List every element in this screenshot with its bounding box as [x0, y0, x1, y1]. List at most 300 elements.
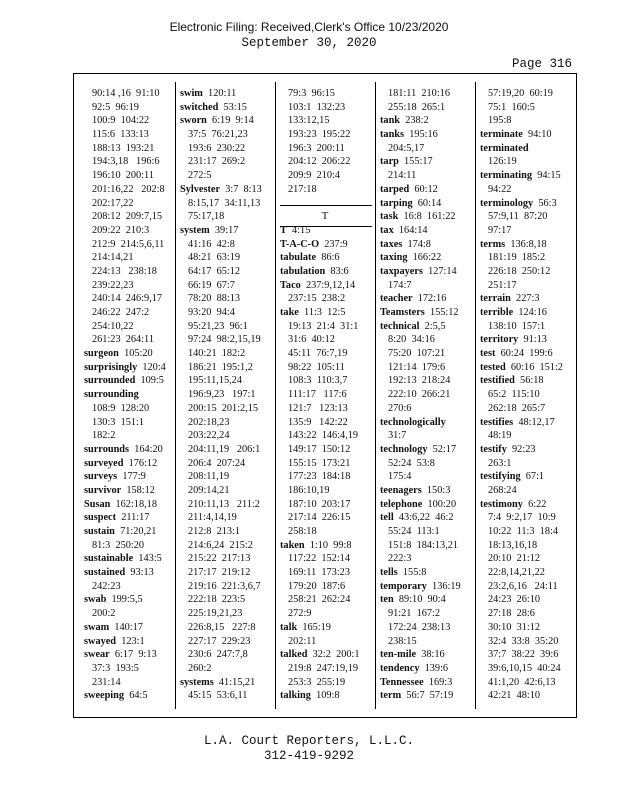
index-entry [84, 388, 166, 402]
index-page-refs: 262:18 265:7 [488, 402, 546, 414]
footer-company: L.A. Court Reporters, L.L.C. [203, 734, 415, 748]
index-page-refs: 230:6 247:7,8 [188, 649, 248, 661]
index-page-refs: 121:7 123:13 [288, 402, 348, 414]
index-page-refs: 237:9,12,14 [305, 279, 356, 291]
index-entry [280, 265, 360, 279]
index-entry-continuation [180, 498, 262, 512]
index-headword: tarped [380, 183, 410, 195]
index-page-refs: 66:19 67:7 [188, 279, 235, 291]
index-entry [180, 224, 262, 238]
index-page-refs: 6:22 [528, 498, 547, 510]
index-entry [280, 689, 360, 703]
index-page-refs: 31:7 [388, 430, 407, 442]
index-entry-continuation [480, 429, 563, 443]
index-entry-continuation [84, 265, 166, 279]
index-entry-continuation [380, 101, 461, 115]
index-page-refs: 215:22 217:13 [188, 553, 251, 565]
index-page-refs: 270:6 [388, 402, 412, 414]
index-entry [380, 689, 461, 703]
index-page-refs: 81:3 250:20 [92, 539, 145, 551]
index-headword: surprisingly [84, 361, 138, 373]
index-page-refs: 203:22,24 [188, 430, 230, 442]
index-entry [380, 155, 461, 169]
filing-stamp: Electronic Filing: Received,Clerk's Office 10/23/2020 [169, 20, 449, 34]
index-entry-continuation [180, 484, 262, 498]
index-page-refs: 45:11 76:7,19 [288, 348, 348, 360]
index-entry-continuation [280, 128, 360, 142]
index-page-refs: 179:20 187:6 [288, 580, 346, 592]
index-entry-continuation [84, 101, 166, 115]
index-entry [380, 511, 461, 525]
index-page-refs: 98:22 105:11 [288, 361, 345, 373]
index-headword: tank [380, 115, 401, 127]
index-headword: taxes [380, 238, 403, 250]
index-entry-continuation [380, 374, 461, 388]
index-entry-continuation [380, 347, 461, 361]
index-page-refs: 56:3 [538, 197, 557, 209]
index-entry-continuation [180, 388, 262, 402]
index-page-refs: 108:3 110:3,7 [288, 375, 348, 387]
index-entry-continuation [84, 676, 166, 690]
index-page-refs: 240:14 246:9,17 [92, 293, 163, 305]
index-entry [380, 580, 461, 594]
index-page-refs: 258:21 262:24 [288, 594, 351, 606]
index-headword: tax [380, 224, 394, 236]
index-headword: telephone [380, 498, 423, 510]
index-page-refs: 93:20 94:4 [188, 307, 235, 318]
index-headword: surrounding [84, 389, 139, 401]
index-entry [84, 347, 166, 361]
index-page-refs: 27:18 28:6 [488, 608, 535, 620]
index-entry-continuation [480, 566, 563, 580]
index-page-refs: 55:24 113:1 [388, 526, 440, 537]
index-page-refs: 258:18 [288, 526, 317, 537]
index-entry-continuation [480, 525, 563, 539]
index-entry-continuation [180, 511, 262, 525]
index-entry-continuation [280, 114, 360, 128]
index-entry-continuation [380, 525, 461, 539]
index-page-refs: 120:4 [142, 361, 166, 373]
index-page-refs: 86:6 [321, 252, 340, 264]
index-entry-continuation [480, 183, 563, 197]
index-page-refs: 115:6 133:13 [92, 129, 149, 141]
index-entry [480, 306, 563, 320]
index-entry-continuation [180, 416, 262, 430]
index-page-refs: 175:4 [388, 471, 412, 483]
index-page-refs: 56:18 [520, 375, 544, 387]
index-page-refs: 209:14,21 [188, 484, 230, 496]
index-entry-continuation [84, 539, 166, 553]
index-page-refs: 202:17,22 [92, 197, 134, 209]
index-entry-continuation [380, 457, 461, 471]
index-entry [180, 676, 262, 690]
index-page-refs: 261:23 264:11 [92, 334, 154, 346]
index-page-refs: 94:22 [488, 183, 512, 195]
index-page-refs: 126:19 [488, 156, 517, 168]
index-headword: Taco [280, 279, 301, 291]
index-page-refs: 133:12,15 [288, 115, 330, 127]
index-page-refs: 108:9 128:20 [92, 402, 150, 414]
index-entry [280, 279, 360, 293]
page-number: Page 316 [511, 57, 572, 71]
index-headword: sweeping [84, 690, 125, 702]
index-headword: technology [380, 443, 428, 455]
index-headword: swam [84, 621, 110, 633]
index-page-refs: 39:17 [214, 224, 239, 236]
index-page-refs: 224:13 238:18 [92, 265, 157, 277]
index-page-refs: 10:22 11:3 18:4 [488, 526, 558, 537]
index-entry-continuation [180, 593, 262, 607]
index-entry-continuation [480, 320, 563, 334]
index-page-refs: 204:11,19 206:1 [188, 443, 261, 455]
index-page-refs: 109:8 [316, 690, 340, 702]
index-entry-continuation [480, 101, 563, 115]
index-headword: switched [180, 101, 219, 113]
index-headword: technologically [380, 416, 446, 428]
index-entry-continuation [84, 662, 166, 676]
index-page-refs: 155:8 [402, 567, 427, 579]
index-headword: systems [180, 676, 214, 688]
index-entry-continuation [480, 402, 563, 416]
index-entry-continuation [480, 689, 563, 703]
index-page-refs: 20:10 21:12 [488, 553, 541, 565]
index-entry [180, 114, 262, 128]
index-page-refs: 186:21 195:1,2 [188, 361, 253, 373]
index-headword: taxing [380, 252, 408, 264]
index-page-refs: 237:9 [324, 238, 348, 250]
index-entry-continuation [280, 457, 360, 471]
index-page-refs: 6:17 9:13 [114, 649, 157, 661]
index-page-refs: 23:2,6,16 24:11 [488, 580, 558, 592]
index-page-refs: 217:14 226:15 [288, 512, 351, 524]
index-page-refs: 204:12 206:22 [288, 156, 351, 168]
index-entry-continuation [480, 114, 563, 128]
index-column [280, 87, 360, 703]
index-entry-continuation [280, 580, 360, 594]
index-page-refs: 124:16 [518, 307, 547, 318]
index-page-refs: 60:16 151:2 [510, 361, 563, 373]
index-page-refs: 32:4 33:8 35:20 [488, 635, 559, 647]
index-page-refs: 67:1 [525, 471, 545, 483]
index-entry-continuation [280, 498, 360, 512]
index-page-refs: 219:16 221:3,6,7 [188, 580, 261, 592]
index-entry [380, 183, 461, 197]
index-entry-continuation [480, 224, 563, 238]
index-page-refs: 208:11,19 [188, 471, 230, 483]
index-entry [480, 197, 563, 211]
index-page-refs: 37:7 38:22 39:6 [488, 649, 559, 661]
index-headword: teenagers [380, 484, 422, 496]
index-page-refs: 164:20 [134, 443, 163, 455]
index-entry [180, 183, 262, 197]
index-page-refs: 7:4 9:2,17 10:9 [488, 512, 556, 524]
index-entry-continuation [180, 443, 262, 457]
index-page-refs: 272:9 [288, 608, 312, 620]
index-page-refs: 64:5 [129, 690, 148, 702]
index-page-refs: 202:11 [288, 635, 317, 647]
index-entry-continuation [280, 525, 360, 539]
index-page-refs: 52:24 53:8 [388, 457, 435, 469]
index-page-refs: 64:17 65:12 [188, 265, 241, 277]
section-letter: T [321, 210, 329, 222]
index-entry [480, 498, 563, 512]
index-entry-continuation [84, 292, 166, 306]
index-entry [380, 484, 461, 498]
index-entry-continuation [84, 306, 166, 320]
index-entry-continuation [280, 87, 360, 101]
index-page-refs: 89:10 90:4 [398, 594, 446, 606]
index-page-refs: 164:14 [398, 224, 428, 236]
index-column [180, 87, 262, 703]
index-entry-continuation [180, 155, 262, 169]
index-page-refs: 57:9,11 87:20 [488, 211, 548, 223]
index-page-refs: 79:3 96:15 [288, 88, 335, 99]
index-entry-continuation [180, 607, 262, 621]
index-entry-continuation [280, 347, 360, 361]
index-headword: suspect [84, 512, 117, 524]
index-headword: ten [380, 594, 394, 606]
index-page-refs: 60:12 [414, 183, 438, 195]
index-page-refs: 209:9 210:4 [288, 170, 341, 182]
index-page-refs: 19:13 21:4 31:1 [288, 320, 359, 332]
index-headword: term [380, 690, 402, 702]
index-entry [280, 539, 360, 553]
index-page-refs: 8:20 34:16 [388, 334, 435, 346]
index-headword: territory [480, 334, 519, 346]
index-page-refs: 202:18,23 [188, 416, 230, 428]
index-entry-continuation [280, 101, 360, 115]
index-entry-continuation [380, 388, 461, 402]
index-headword: terrible [480, 307, 514, 318]
index-page-refs: 162:18,18 [115, 498, 157, 510]
index-page-refs: 94:10 [528, 129, 552, 141]
index-page-refs: 242:23 [92, 580, 121, 592]
index-entry-continuation [380, 87, 461, 101]
index-page-refs: 140:17 [114, 621, 143, 633]
index-entry-continuation [480, 676, 563, 690]
index-entry-continuation [280, 333, 360, 347]
index-page-refs: 6:19 9:14 [212, 115, 254, 127]
index-entry-continuation [380, 470, 461, 484]
index-headword: surveyed [84, 457, 124, 469]
index-page-refs: 41:1,20 42:6,13 [488, 676, 556, 688]
index-entry-continuation [280, 197, 360, 211]
index-page-refs: 121:14 179:6 [388, 361, 446, 373]
index-page-refs: 181:11 210:16 [388, 88, 450, 99]
index-page-refs: 16:8 161:22 [403, 211, 456, 223]
index-headword: technical [380, 320, 420, 332]
index-page-refs: 172:24 238:13 [388, 621, 451, 633]
index-entry [380, 224, 461, 238]
index-entry-continuation [180, 238, 262, 252]
index-page-refs: 227:17 229:23 [188, 635, 251, 647]
index-page-refs: 93:13 [130, 567, 154, 579]
index-headword: swab [84, 594, 107, 606]
index-entry-continuation [180, 457, 262, 471]
index-page-refs: 239:22,23 [92, 279, 134, 291]
index-page-refs: 57:19,20 60:19 [488, 88, 553, 99]
index-entry-continuation [480, 539, 563, 553]
index-entry [380, 498, 461, 512]
index-page-refs: 103:1 132:23 [288, 101, 346, 113]
index-entry-continuation [480, 648, 563, 662]
index-entry [480, 347, 563, 361]
index-page-refs: 188:13 193:21 [92, 142, 155, 154]
index-entry-continuation [480, 87, 563, 101]
index-page-refs: 222:18 223:5 [188, 594, 246, 606]
index-entry [84, 511, 166, 525]
index-entry [380, 593, 461, 607]
index-entry-continuation [280, 183, 360, 197]
index-page-refs: 32:2 200:1 [312, 649, 360, 661]
index-entry [84, 552, 166, 566]
index-headword: surveys [84, 471, 118, 483]
index-page-refs: 109:5 [140, 375, 164, 387]
index-entry-continuation [480, 484, 563, 498]
index-entry-continuation [480, 210, 563, 224]
index-entry-continuation [84, 320, 166, 334]
index-entry [480, 333, 563, 347]
index-entry-continuation [280, 566, 360, 580]
index-entry-continuation [280, 388, 360, 402]
index-page-refs: 196:3 200:11 [288, 142, 345, 154]
index-entry-continuation [480, 457, 563, 471]
index-entry [380, 566, 461, 580]
index-entry-continuation [280, 361, 360, 375]
index-page-refs: 210:11,13 211:2 [188, 498, 260, 510]
index-page-refs: 169:11 173:23 [288, 567, 350, 579]
index-entry [84, 498, 166, 512]
index-entry [280, 306, 360, 320]
index-entry [180, 101, 262, 115]
index-entry-continuation [180, 333, 262, 347]
index-entry-continuation [480, 593, 563, 607]
index-page-refs: 212:9 214:5,6,11 [92, 238, 165, 250]
index-entry-continuation [84, 183, 166, 197]
index-page-refs: 136:8,18 [510, 238, 547, 250]
index-entry-continuation [380, 333, 461, 347]
column-divider [275, 82, 276, 709]
index-page-refs: 24:23 26:10 [488, 594, 541, 606]
index-page-refs: 2:5,5 [424, 320, 446, 332]
index-entry [380, 197, 461, 211]
index-entry-continuation [280, 169, 360, 183]
index-page-refs: 22:8,14,21,22 [488, 567, 545, 579]
column-divider [375, 82, 376, 709]
index-entry [380, 128, 461, 142]
index-page-refs: 204:5,17 [388, 142, 425, 154]
index-entry [480, 238, 563, 252]
index-entry-continuation [280, 429, 360, 443]
index-headword: Teamsters [380, 307, 425, 318]
index-page-refs: 56:7 57:19 [406, 690, 454, 702]
index-page-refs: 53:15 [223, 101, 247, 113]
index-headword: temporary [380, 580, 427, 592]
index-headword: testify [480, 443, 507, 455]
index-page-refs: 120:11 [208, 88, 237, 99]
index-entry-continuation [280, 142, 360, 156]
index-page-refs: 211:4,14,19 [188, 512, 237, 524]
index-entry-continuation [84, 251, 166, 265]
index-page-refs: 117:22 152:14 [288, 553, 350, 565]
index-entry [84, 593, 166, 607]
index-entry-continuation [480, 662, 563, 676]
index-entry-continuation [480, 279, 563, 293]
index-headword: Sylvester [180, 183, 221, 195]
index-entry [84, 443, 166, 457]
index-entry-continuation [84, 114, 166, 128]
index-entry [480, 169, 563, 183]
index-entry [480, 470, 563, 484]
index-entry [84, 374, 166, 388]
index-entry [380, 114, 461, 128]
index-headword: tell [380, 512, 394, 524]
index-entry-continuation [280, 607, 360, 621]
index-entry [380, 238, 461, 252]
index-page-refs: 52:17 [432, 443, 457, 455]
index-entry-continuation [180, 347, 262, 361]
index-page-refs: 4:15 [292, 224, 311, 236]
index-page-refs: 272:5 [188, 170, 212, 182]
index-entry-continuation [180, 210, 262, 224]
index-entry [84, 525, 166, 539]
index-page-refs: 135:9 142:22 [288, 416, 348, 428]
index-page-refs: 225:19,21,23 [188, 608, 243, 620]
index-entry-continuation [180, 635, 262, 649]
index-entry-continuation [280, 635, 360, 649]
index-page-refs: 155:12 [429, 307, 459, 318]
index-page-refs: 187:10 203:17 [288, 498, 351, 510]
index-page-refs: 3:7 8:13 [225, 183, 262, 195]
index-entry-continuation [180, 539, 262, 553]
index-headword: sustained [84, 567, 126, 579]
index-page-refs: 201:16,22 202:8 [92, 183, 165, 195]
index-page-refs: 42:21 48:10 [488, 690, 541, 702]
index-column [480, 87, 563, 703]
index-headword: surrounded [84, 375, 136, 387]
index-entry-continuation [280, 443, 360, 457]
index-page-refs: 65:2 115:10 [488, 389, 540, 401]
index-headword: terrain [480, 293, 511, 305]
index-entry [480, 128, 563, 142]
index-headword: survivor [84, 484, 122, 496]
index-page-refs: 217:17 219:12 [188, 567, 251, 579]
index-entry-continuation [280, 552, 360, 566]
index-entry [84, 621, 166, 635]
index-page-refs: 196:10 200:11 [92, 170, 154, 182]
index-entry-continuation [84, 169, 166, 183]
index-headword: swear [84, 649, 110, 661]
index-entry-continuation [280, 676, 360, 690]
index-page-refs: 127:14 [428, 265, 457, 277]
index-entry-continuation [84, 238, 166, 252]
index-page-refs: 90:14 ,16 91:10 [92, 88, 160, 99]
index-entry [380, 292, 461, 306]
index-entry [84, 470, 166, 484]
index-entry-continuation [480, 607, 563, 621]
index-page-refs: 227:3 [516, 293, 540, 305]
index-entry-continuation [180, 689, 262, 703]
index-entry-continuation [180, 662, 262, 676]
index-page-refs: 71:20,21 [120, 526, 157, 537]
index-entry-continuation [84, 607, 166, 621]
index-column [84, 87, 166, 703]
index-entry-continuation [280, 470, 360, 484]
index-entry-continuation [180, 648, 262, 662]
index-entry-continuation [480, 251, 563, 265]
index-headword: swim [180, 88, 203, 99]
index-page-refs: 219:8 247:19,19 [288, 662, 359, 674]
